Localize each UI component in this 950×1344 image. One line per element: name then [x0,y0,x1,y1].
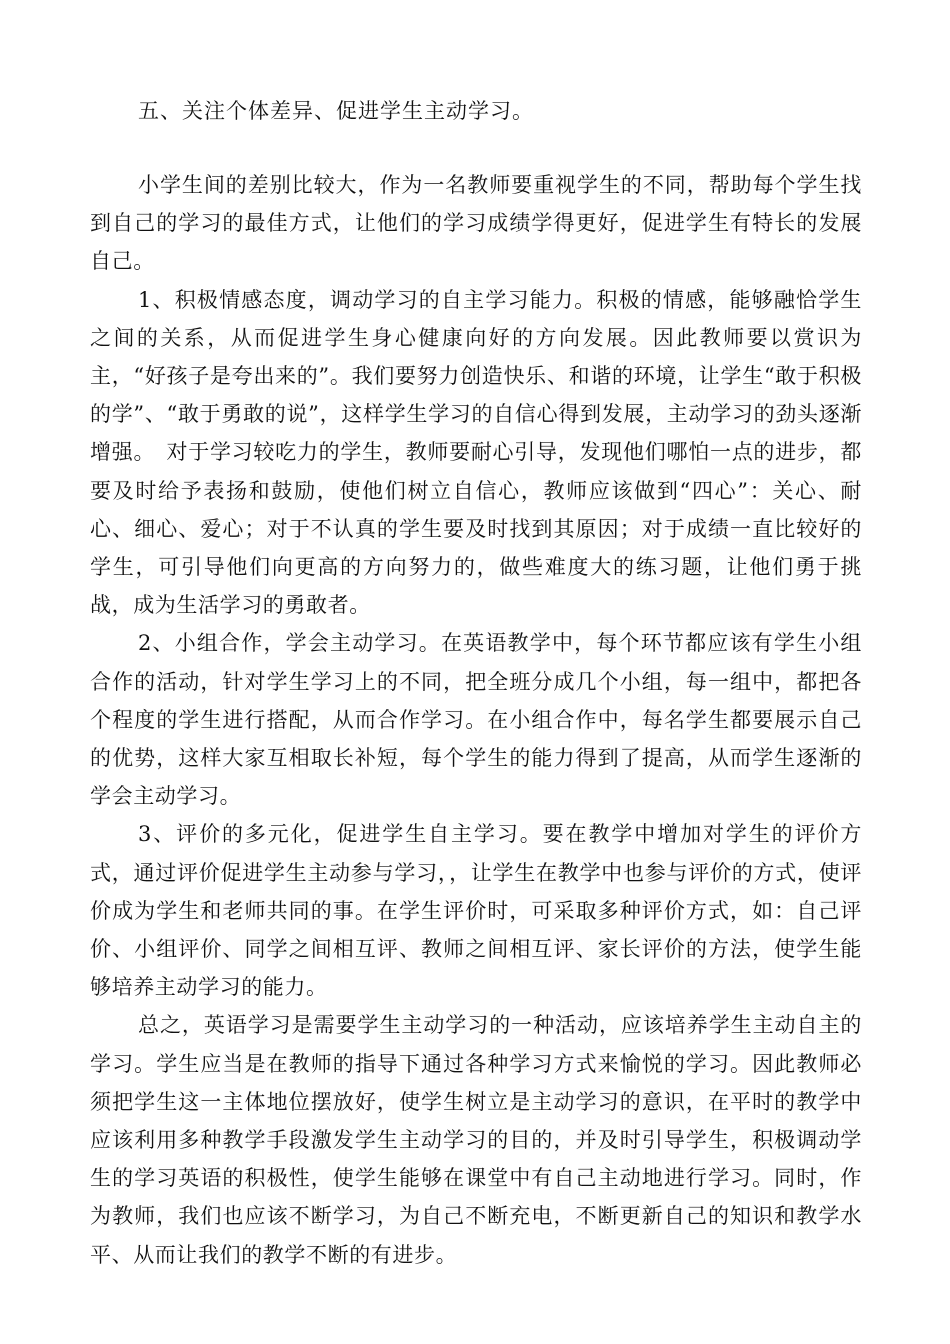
document-body [90,92,862,1274]
paragraph-intro: 小学生间的差别比较大，作为一名教师要重视学生的不同，帮助每个学生找到自己的学习的最佳方式，让他们的学习成绩学得更好，促进学生有特长的发展自己。 [90,173,862,274]
paragraph-point-1: 1、积极情感态度，调动学习的自主学习能力。积极的情感，能够融恰学生之间的关系，从而促进学生身心健康向好的方向发展。因此教师要以赏识为主，“好孩子是夸出来的”。我们要努力创造快乐、和谐的环境，让学生“敢于积极的学”、“敢于勇敢的说”，这样学生学习的自信心得到发展，主动学习的劲头逐渐增强。 对于学习较吃力的学生，教师要耐心引导，发现他们哪怕一点的进步，都要及时给予表扬和鼓励，使他们树立自信心，教师应该做到“四心”：关心、耐心、细心、爱心；对于不认真的学生要及时找到其原因；对于成绩一直比较好的学生，可引导他们向更高的方向努力的，做些难度大的练习题，让他们勇于挑战，成为生活学习的勇敢者。 [90,287,862,618]
paragraph-conclusion: 总之，英语学习是需要学生主动学习的一种活动，应该培养学生主动自主的学习。学生应当是在教师的指导下通过各种学习方式来愉悦的学习。因此教师必须把学生这一主体地位摆放好，使学生树立是主动学习的意识，在平时的教学中应该利用多种教学手段激发学生主动学习的目的，并及时引导学生，积极调动学生的学习英语的积极性，使学生能够在课堂中有自己主动地进行学习。同时，作为教师，我们也应该不断学习，为自己不断充电，不断更新自己的知识和教学水平、从而让我们的教学不断的有进步。 [90,1013,862,1267]
paragraph-point-3: 3、评价的多元化，促进学生自主学习。要在教学中增加对学生的评价方式，通过评价促进学生主动参与学习，，让学生在教学中也参与评价的方式，使评价成为学生和老师共同的事。在学生评价时，可采取多种评价方式，如：自己评价、小组评价、同学之间相互评、教师之间相互评、家长评价的方法，使学生能够培养主动学习的能力。 [90,822,862,1000]
section-heading: 五、关注个体差异、促进学生主动学习。 [138,99,534,123]
paragraph-point-2: 2、小组合作，学会主动学习。在英语教学中，每个环节都应该有学生小组合作的活动，针对学生学习上的不同，把全班分成几个小组，每一组中，都把各个程度的学生进行搭配，从而合作学习。在小组合作中，每名学生都要展示自己的优势，这样大家互相取长补短，每个学生的能力得到了提高，从而学生逐渐的学会主动学习。 [90,631,862,809]
